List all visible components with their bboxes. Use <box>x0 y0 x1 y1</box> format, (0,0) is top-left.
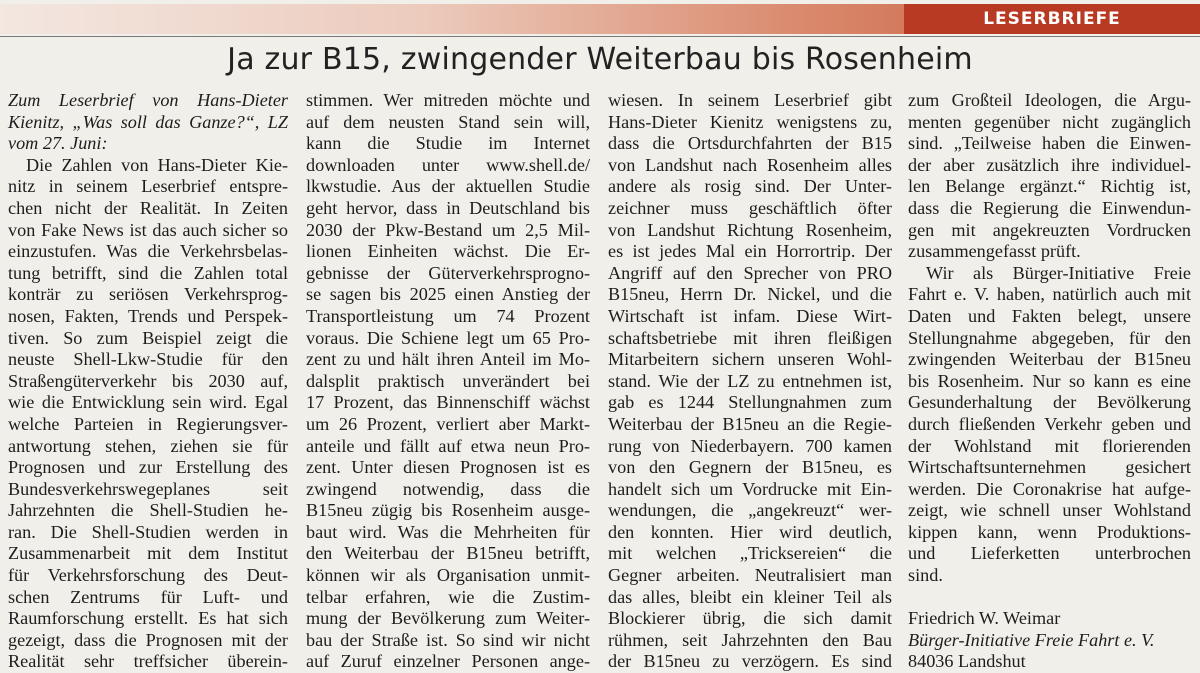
signature-name: Friedrich W. Weimar <box>908 608 1061 629</box>
column-1-body <box>8 155 288 673</box>
text-line: zum Großteil Ideologen, die Argu- <box>908 90 1191 110</box>
text-line: 17 Prozent, das Binnenschiff wächst <box>306 392 590 413</box>
text-line: Wirtschaftsunternehmen gesichert <box>908 457 1191 478</box>
text-line: baut wird. Was die Mehrheiten für <box>306 521 590 542</box>
text-line: zeigt, wie schnell unser Wohlstand <box>908 500 1191 521</box>
text-line: Wir als Bürger-Initiative Freie <box>926 262 1191 283</box>
text-line: Transportleistung um 74 Prozent <box>306 305 590 326</box>
text-line: se sagen bis 2025 einen Anstieg der <box>306 284 590 305</box>
text-line: konträr zu seriösen Verkehrsprog- <box>8 284 288 305</box>
column-1 <box>8 90 288 673</box>
text-line: rung von Niederbayern. 700 kamen <box>608 435 892 456</box>
column-4-body <box>908 90 1191 587</box>
text-line: durch fließenden Verkehr geben und <box>908 413 1191 434</box>
text-line: zeichner muss geschäftlich öfter <box>608 197 892 218</box>
text-line: Hans-Dieter Kienitz wenigstens zu, <box>608 111 892 132</box>
text-line: geht hervor, dass in Deutschland bis <box>306 197 590 218</box>
text-line: Gesunderhaltung der Bevölkerung <box>908 392 1191 413</box>
text-line: Straßengüterverkehr bis 2030 auf, <box>8 370 288 391</box>
text-line: Mitarbeitern sichern unseren Wohl- <box>608 349 892 370</box>
column-3 <box>608 90 892 673</box>
text-line: zusammengefasst prüft. <box>908 241 1081 262</box>
text-line: den konnten. Hier wird deutlich, <box>608 521 892 542</box>
text-line: gab es 1244 Stellungnahmen zum <box>608 392 892 413</box>
text-line: Fahrt e. V. haben, natürlich auch mit <box>908 284 1191 305</box>
text-line: handelt sich um Vordrucke mit Ein- <box>608 478 892 499</box>
text-line: nosen, Fakten, Trends und Perspek- <box>8 305 288 326</box>
signature-organization: Bürger-Initiative Freie Fahrt e. V. <box>908 629 1155 650</box>
text-line: telbar erfahren, wie die Zustim- <box>306 586 590 607</box>
text-line: Zusammenarbeit mit dem Institut <box>8 543 288 564</box>
text-line: kippen kann, wenn Produktions- <box>908 521 1191 542</box>
text-line: zwingend notwendig, dass die <box>306 478 590 499</box>
text-line: auf dem neusten Stand sein will, <box>306 111 590 132</box>
text-line: wie die Entwicklung sein wird. Egal <box>8 392 288 413</box>
text-line: stand. Wie der LZ zu entnehmen ist, <box>608 370 892 391</box>
text-line: Jahrzehnten die Shell-Studien he- <box>8 500 288 521</box>
text-line: stimmen. Wer mitreden möchte und <box>306 90 590 110</box>
text-line: Prognosen und zur Erstellung des <box>8 457 288 478</box>
text-line: Raumforschung erstellt. Es hat sich <box>8 608 288 629</box>
intro-line: Kienitz, „Was soll das Ganze?“, LZ <box>8 111 288 132</box>
text-line: für Verkehrsforschung des Deut- <box>8 565 288 586</box>
text-line: mit welchen „Tricksereien“ die <box>608 543 892 564</box>
text-line: einzustufen. Was die Verkehrsbelas- <box>8 241 288 262</box>
text-line: lionen Einheiten wächst. Die Er- <box>306 241 590 262</box>
text-line: dass die Regierung die Einwendun- <box>908 197 1191 218</box>
text-line: sind. <box>908 565 943 586</box>
text-line: 2030 der Pkw-Bestand um 2,5 Mil- <box>306 219 590 240</box>
signature-city: 84036 Landshut <box>908 651 1026 672</box>
text-line: zent. Unter diesen Prognosen ist es <box>306 457 590 478</box>
text-line: B15neu, Herrn Dr. Nickel, und die <box>608 284 892 305</box>
text-line: Weiterbau der B15neu an die Regie- <box>608 413 892 434</box>
text-line: den Weiterbau der B15neu betrifft, <box>306 543 590 564</box>
text-line: das alles, bleibt ein kleiner Teil als <box>608 586 892 607</box>
text-line: Daten und Fakten belegt, unsere <box>908 305 1191 326</box>
text-line: um 26 Prozent, verliert aber Markt- <box>306 413 590 434</box>
column-2 <box>306 90 590 673</box>
column-2-body <box>306 90 590 673</box>
text-line: kann die Studie im Internet <box>306 133 590 154</box>
text-line: es ist jedes Mal ein Horrortrip. Der <box>608 241 892 262</box>
text-line: dass die Ortsdurchfahrten der B15 <box>608 133 892 154</box>
text-line: der B15neu zu verzögern. Es sind <box>608 651 892 672</box>
text-line: sind. „Teilweise haben die Einwen- <box>908 133 1191 154</box>
text-line: der aber zusätzlich ihre individuel- <box>908 154 1191 175</box>
text-line: nitz in seinem Leserbrief entspre- <box>8 176 288 197</box>
text-line: schaftsbetriebe mit ihren fleißigen <box>608 327 892 348</box>
text-line: Angriff auf den Sprecher von PRO <box>608 262 892 283</box>
column-4 <box>908 90 1191 673</box>
text-line: menten gegenüber nicht zugänglich <box>908 111 1191 132</box>
text-line: gebnisse der Güterverkehrsprogno- <box>306 262 590 283</box>
text-line: voraus. Die Schiene legt um 65 Pro- <box>306 327 590 348</box>
text-line: werden. Die Coronakrise hat aufge- <box>908 478 1191 499</box>
text-line: Wirtschaft ist infam. Diese Wirt- <box>608 305 892 326</box>
text-line: B15neu zügig bis Rosenheim ausge- <box>306 500 590 521</box>
text-line: wiesen. In seinem Leserbrief gibt <box>608 90 892 110</box>
text-line: Die Zahlen von Hans-Dieter Kie- <box>26 154 288 175</box>
text-line: von Landshut nach Rosenheim alles <box>608 154 892 175</box>
text-line: anteile und fällt auf etwa neun Pro- <box>306 435 590 456</box>
text-line: gezeigt, dass die Prognosen mit der <box>8 629 288 650</box>
text-line: gen mit angekreuzten Vordrucken <box>908 219 1191 240</box>
text-line: Stellungnahme abgegeben, für den <box>908 327 1191 348</box>
text-line: von Landshut Richtung Rosenheim, <box>608 219 892 240</box>
text-line: zwingenden Weiterbau der B15neu <box>908 349 1191 370</box>
intro-line: vom 27. Juni: <box>8 133 108 154</box>
text-line: rühmen, seit Jahrzehnten den Bau <box>608 629 892 650</box>
text-line: chen nicht der Realität. In Zeiten <box>8 197 288 218</box>
text-line: Bundesverkehrswegeplanes seit <box>8 478 288 499</box>
text-line: welche Parteien in Regierungsver- <box>8 413 288 434</box>
article-headline: Ja zur B15, zwingender Weiterbau bis Rosenheim <box>227 42 973 77</box>
text-line: bis Rosenheim. Nur so kann es eine <box>908 370 1191 391</box>
text-line: wendungen, die „angekreuzt“ wer- <box>608 500 892 521</box>
text-line: neuste Shell-Lkw-Studie für den <box>8 349 288 370</box>
text-line: tung betrifft, sind die Zahlen total <box>8 262 288 283</box>
text-line: schen Zentrums für Luft- und <box>8 586 288 607</box>
text-line: und Lieferketten unterbrochen <box>908 543 1191 564</box>
text-line: auf Zuruf einzelner Personen ange- <box>306 651 590 672</box>
text-line: len Belange ergänzt.“ Richtig ist, <box>908 176 1191 197</box>
text-line: mung der Bevölkerung zum Weiter- <box>306 608 590 629</box>
text-line: lkwstudie. Aus der aktuellen Studie <box>306 176 590 197</box>
text-line: Blockierer übrig, die sich damit <box>608 608 892 629</box>
intro-line: Zum Leserbrief von Hans-Dieter <box>8 90 288 110</box>
column-3-body <box>608 90 892 673</box>
section-label: LESERBRIEFE <box>904 4 1200 34</box>
text-line: downloaden unter www.shell.de/ <box>306 154 590 175</box>
text-line: tiven. So zum Beispiel zeigt die <box>8 327 288 348</box>
text-line: Gegner arbeiten. Neutralisiert man <box>608 565 892 586</box>
text-line: dalsplit praktisch unverändert bei <box>306 370 590 391</box>
text-line: bau der Straße ist. So sind wir nicht <box>306 629 590 650</box>
text-line: ran. Die Shell-Studien werden in <box>8 521 288 542</box>
text-line: zent zu und hält ihren Anteil im Mo- <box>306 349 590 370</box>
text-line: der Wohlstand mit florierenden <box>908 435 1191 456</box>
text-line: antwortung stehen, ziehen sie für <box>8 435 288 456</box>
spacer <box>908 587 1191 609</box>
text-line: von Fake News ist das auch sicher so <box>8 219 288 240</box>
text-line: andere als rosig sind. Der Unter- <box>608 176 892 197</box>
top-rule <box>0 36 1200 37</box>
text-line: können wir als Organisation unmit- <box>306 565 590 586</box>
text-line: Realität sehr treffsicher überein- <box>8 651 288 672</box>
section-header-bar <box>0 4 1200 34</box>
text-line: von den Gegnern der B15neu, es <box>608 457 892 478</box>
